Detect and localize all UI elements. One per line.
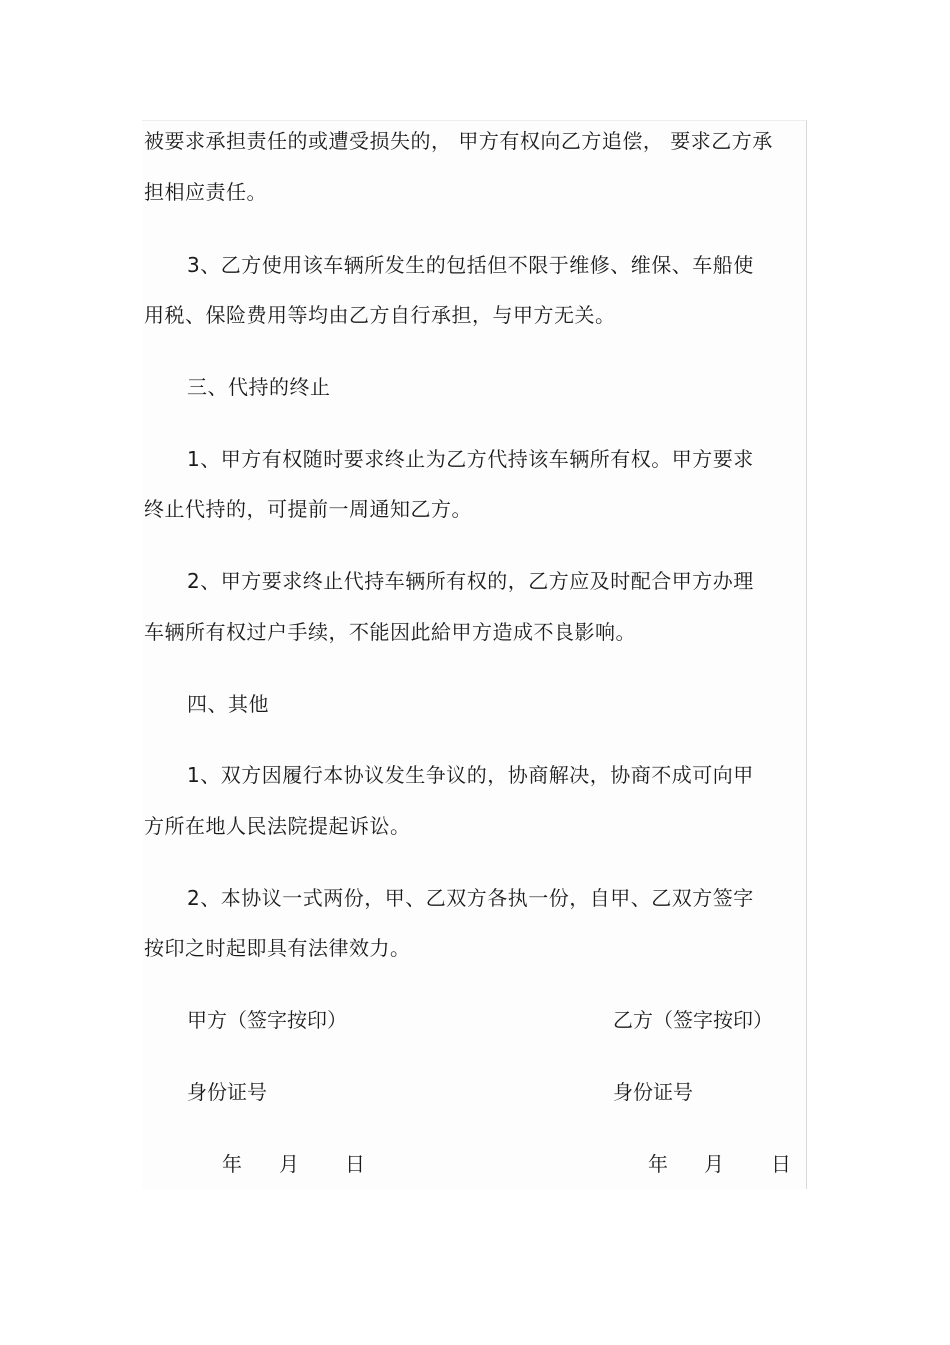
- party-a-date-month: 月: [279, 1152, 299, 1176]
- paragraph-line: 用税、保险费用等均由乙方自行承担，与甲方无关。: [144, 303, 616, 327]
- section-heading: 四、其他: [187, 692, 269, 716]
- party-b-signature-label: 乙方（签字按印）: [613, 1008, 773, 1032]
- paragraph-line: 3、乙方使用该车辆所发生的包括但不限于维修、维保、车船使: [187, 253, 754, 277]
- party-a-id-label: 身份证号: [187, 1080, 267, 1104]
- paragraph-line: 担相应责任。: [144, 180, 267, 204]
- paragraph-line: 1、甲方有权随时要求终止为乙方代持该车辆所有权。甲方要求: [187, 447, 754, 471]
- paragraph-line: 终止代持的，可提前一周通知乙方。: [144, 497, 472, 521]
- paragraph-line: 方所在地人民法院提起诉讼。: [144, 814, 411, 838]
- paragraph-line: 1、双方因履行本协议发生争议的，协商解决，协商不成可向甲: [187, 763, 754, 787]
- section-heading: 三、代持的终止: [187, 375, 331, 399]
- party-a-signature-label: 甲方（签字按印）: [187, 1008, 347, 1032]
- party-b-date-month: 月: [704, 1152, 724, 1176]
- paragraph-line: 车辆所有权过户手续，不能因此給甲方造成不良影响。: [144, 620, 636, 644]
- party-a-date-year: 年: [222, 1152, 242, 1176]
- paragraph-line: 按印之时起即具有法律效力。: [144, 936, 411, 960]
- party-b-id-label: 身份证号: [613, 1080, 693, 1104]
- party-b-date-year: 年: [648, 1152, 668, 1176]
- paragraph-line: 2、本协议一式两份，甲、乙双方各执一份，自甲、乙双方签字: [187, 886, 754, 910]
- paragraph-line: 被要求承担责任的或遭受损失的， 甲方有权向乙方追偿， 要求乙方承: [144, 129, 773, 153]
- party-a-date-day: 日: [345, 1152, 365, 1176]
- paragraph-line: 2、甲方要求终止代持车辆所有权的，乙方应及时配合甲方办理: [187, 569, 754, 593]
- party-b-date-day: 日: [771, 1152, 791, 1176]
